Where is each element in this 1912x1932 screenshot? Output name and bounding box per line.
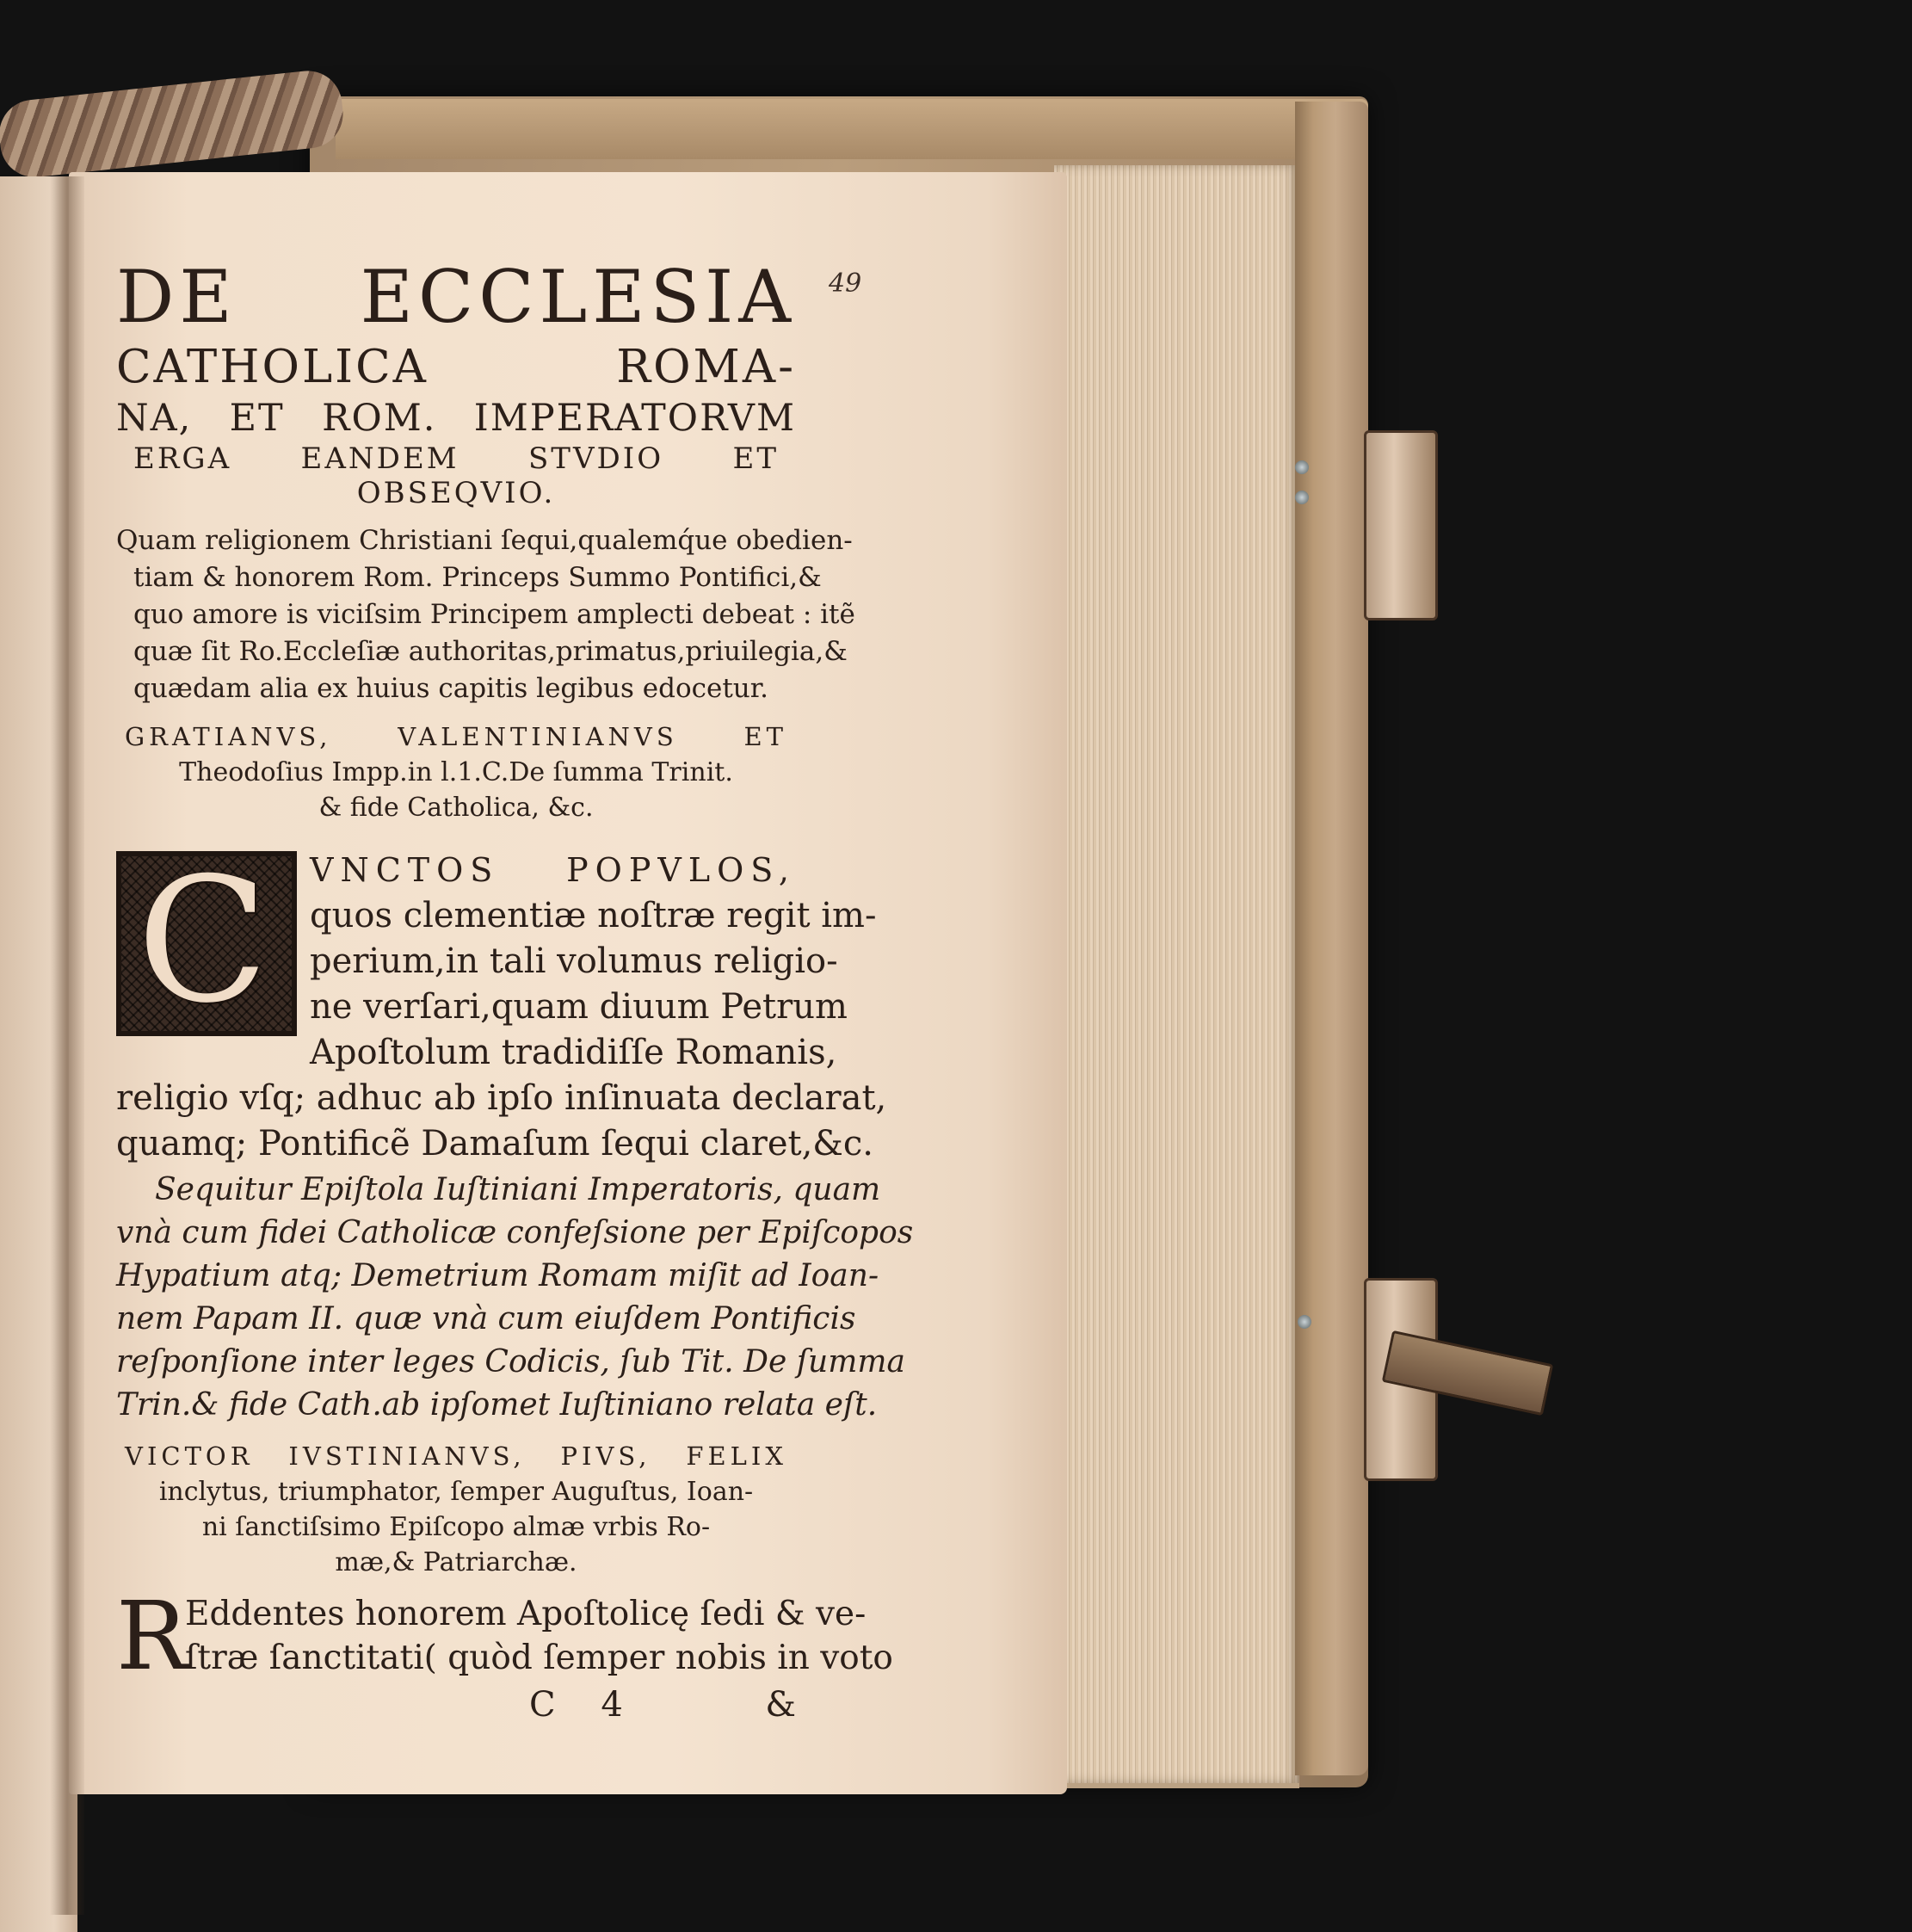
note-line: reſponſione inter leges Codicis, ſub Tit. De ſumma [116,1344,905,1380]
cover-fore-edge [1295,102,1368,1775]
clasp-nail [1295,491,1309,504]
bookmark-cord [0,67,347,180]
note-line: Trin.& fide Cath.ab ipſomet Iuſtiniano relata eſt. [116,1387,878,1423]
heading-line: mæ,& Patriarchæ. [335,1547,577,1577]
cover-top-edge [336,99,1368,159]
catchword: & [765,1685,796,1725]
epistle-text [116,1581,893,1691]
initial-letter: C [137,841,269,1041]
summary-line: quo amore is viciſsim Principem amplecti debeat : itẽ [133,599,855,630]
title-line-5: OBSEQVIO. [356,476,556,510]
law-line: quos clementiæ noſtræ regit im- [310,896,877,935]
page-number: 49 [829,269,862,299]
page-block-edges [1054,165,1299,1788]
note-line: nem Papam II. quæ vnà cum eiuſdem Pontificis [116,1301,856,1336]
page-footer [116,1685,796,1733]
epistle-line: ſtræ ſanctitati( quòd ſemper nobis in voto [185,1639,893,1677]
epistle-line: Eddentes honorem Apoſtolicę ſedi & ve- [185,1595,867,1633]
signature-mark: C 4 [529,1685,640,1725]
law-line: quamq; Pontificẽ Damaſum ſequi claret,&c. [116,1124,874,1164]
clasp-top [1364,430,1438,620]
summary-line: Quam religionem Christiani ſequi,qualemq́ue obedien- [116,525,853,556]
law-rubric [116,719,796,825]
woodcut-initial [116,841,297,1041]
summary-line: tiam & honorem Rom. Princeps Summo Pontifici,& [133,562,822,593]
heading-line: VICTOR IVSTINIANVS, PIVS, FELIX [125,1441,787,1471]
law-line: perium,in tali volumus religio- [310,941,838,981]
page-gutter [50,176,84,1915]
law-text [116,841,887,1167]
note-line: vnà cum fidei Catholicæ confeſsione per Epiſcopos [116,1215,914,1250]
law-line: religio vſq; adhuc ab ipſo inſinuata declarat, [116,1078,887,1118]
heading-line: ni ſanctiſsimo Epiſcopo almæ vrbis Ro- [201,1512,711,1542]
epistle-heading [116,1439,796,1580]
rubric-line: & fide Catholica, &c. [318,793,594,823]
title-line-4: ERGA EANDEM STVDIO ET [133,441,779,476]
law-line: ne verſari,quam diuum Petrum [310,987,848,1027]
law-line: VNCTOS POPVLOS, [310,851,796,889]
note-line: Hypatium atq; Demetrium Romam miſit ad Ioan- [116,1258,879,1293]
law-line: Apoſtolum tradidiſſe Romanis, [310,1033,837,1072]
title-line-3: NA, ET ROM. IMPERATORVM [116,397,796,440]
title-line-2: CATHOLICA ROMA- [116,341,796,393]
title-line-1: DE ECCLESIA [116,255,796,339]
closing-initial: R [116,1581,188,1691]
clasp-nail [1295,460,1309,474]
clasp-nail [1298,1315,1311,1329]
summary-line: quædam alia ex huius capitis legibus edocetur. [133,673,769,704]
chapter-summary [116,522,855,707]
heading-line: inclytus, triumphator, ſemper Auguſtus, Ioan- [158,1477,754,1507]
epistle-note [116,1169,914,1427]
rubric-line: Theodoſius Impp.in l.1.C.De ſumma Trinit. [179,757,733,787]
note-line: Sequitur Epiſtola Iuſtiniani Imperatoris, quam [155,1172,881,1207]
summary-line: quæ ſit Ro.Eccleſiæ authoritas,primatus,priuilegia,& [133,636,848,667]
rubric-line: GRATIANVS, VALENTINIANVS ET [125,722,787,751]
